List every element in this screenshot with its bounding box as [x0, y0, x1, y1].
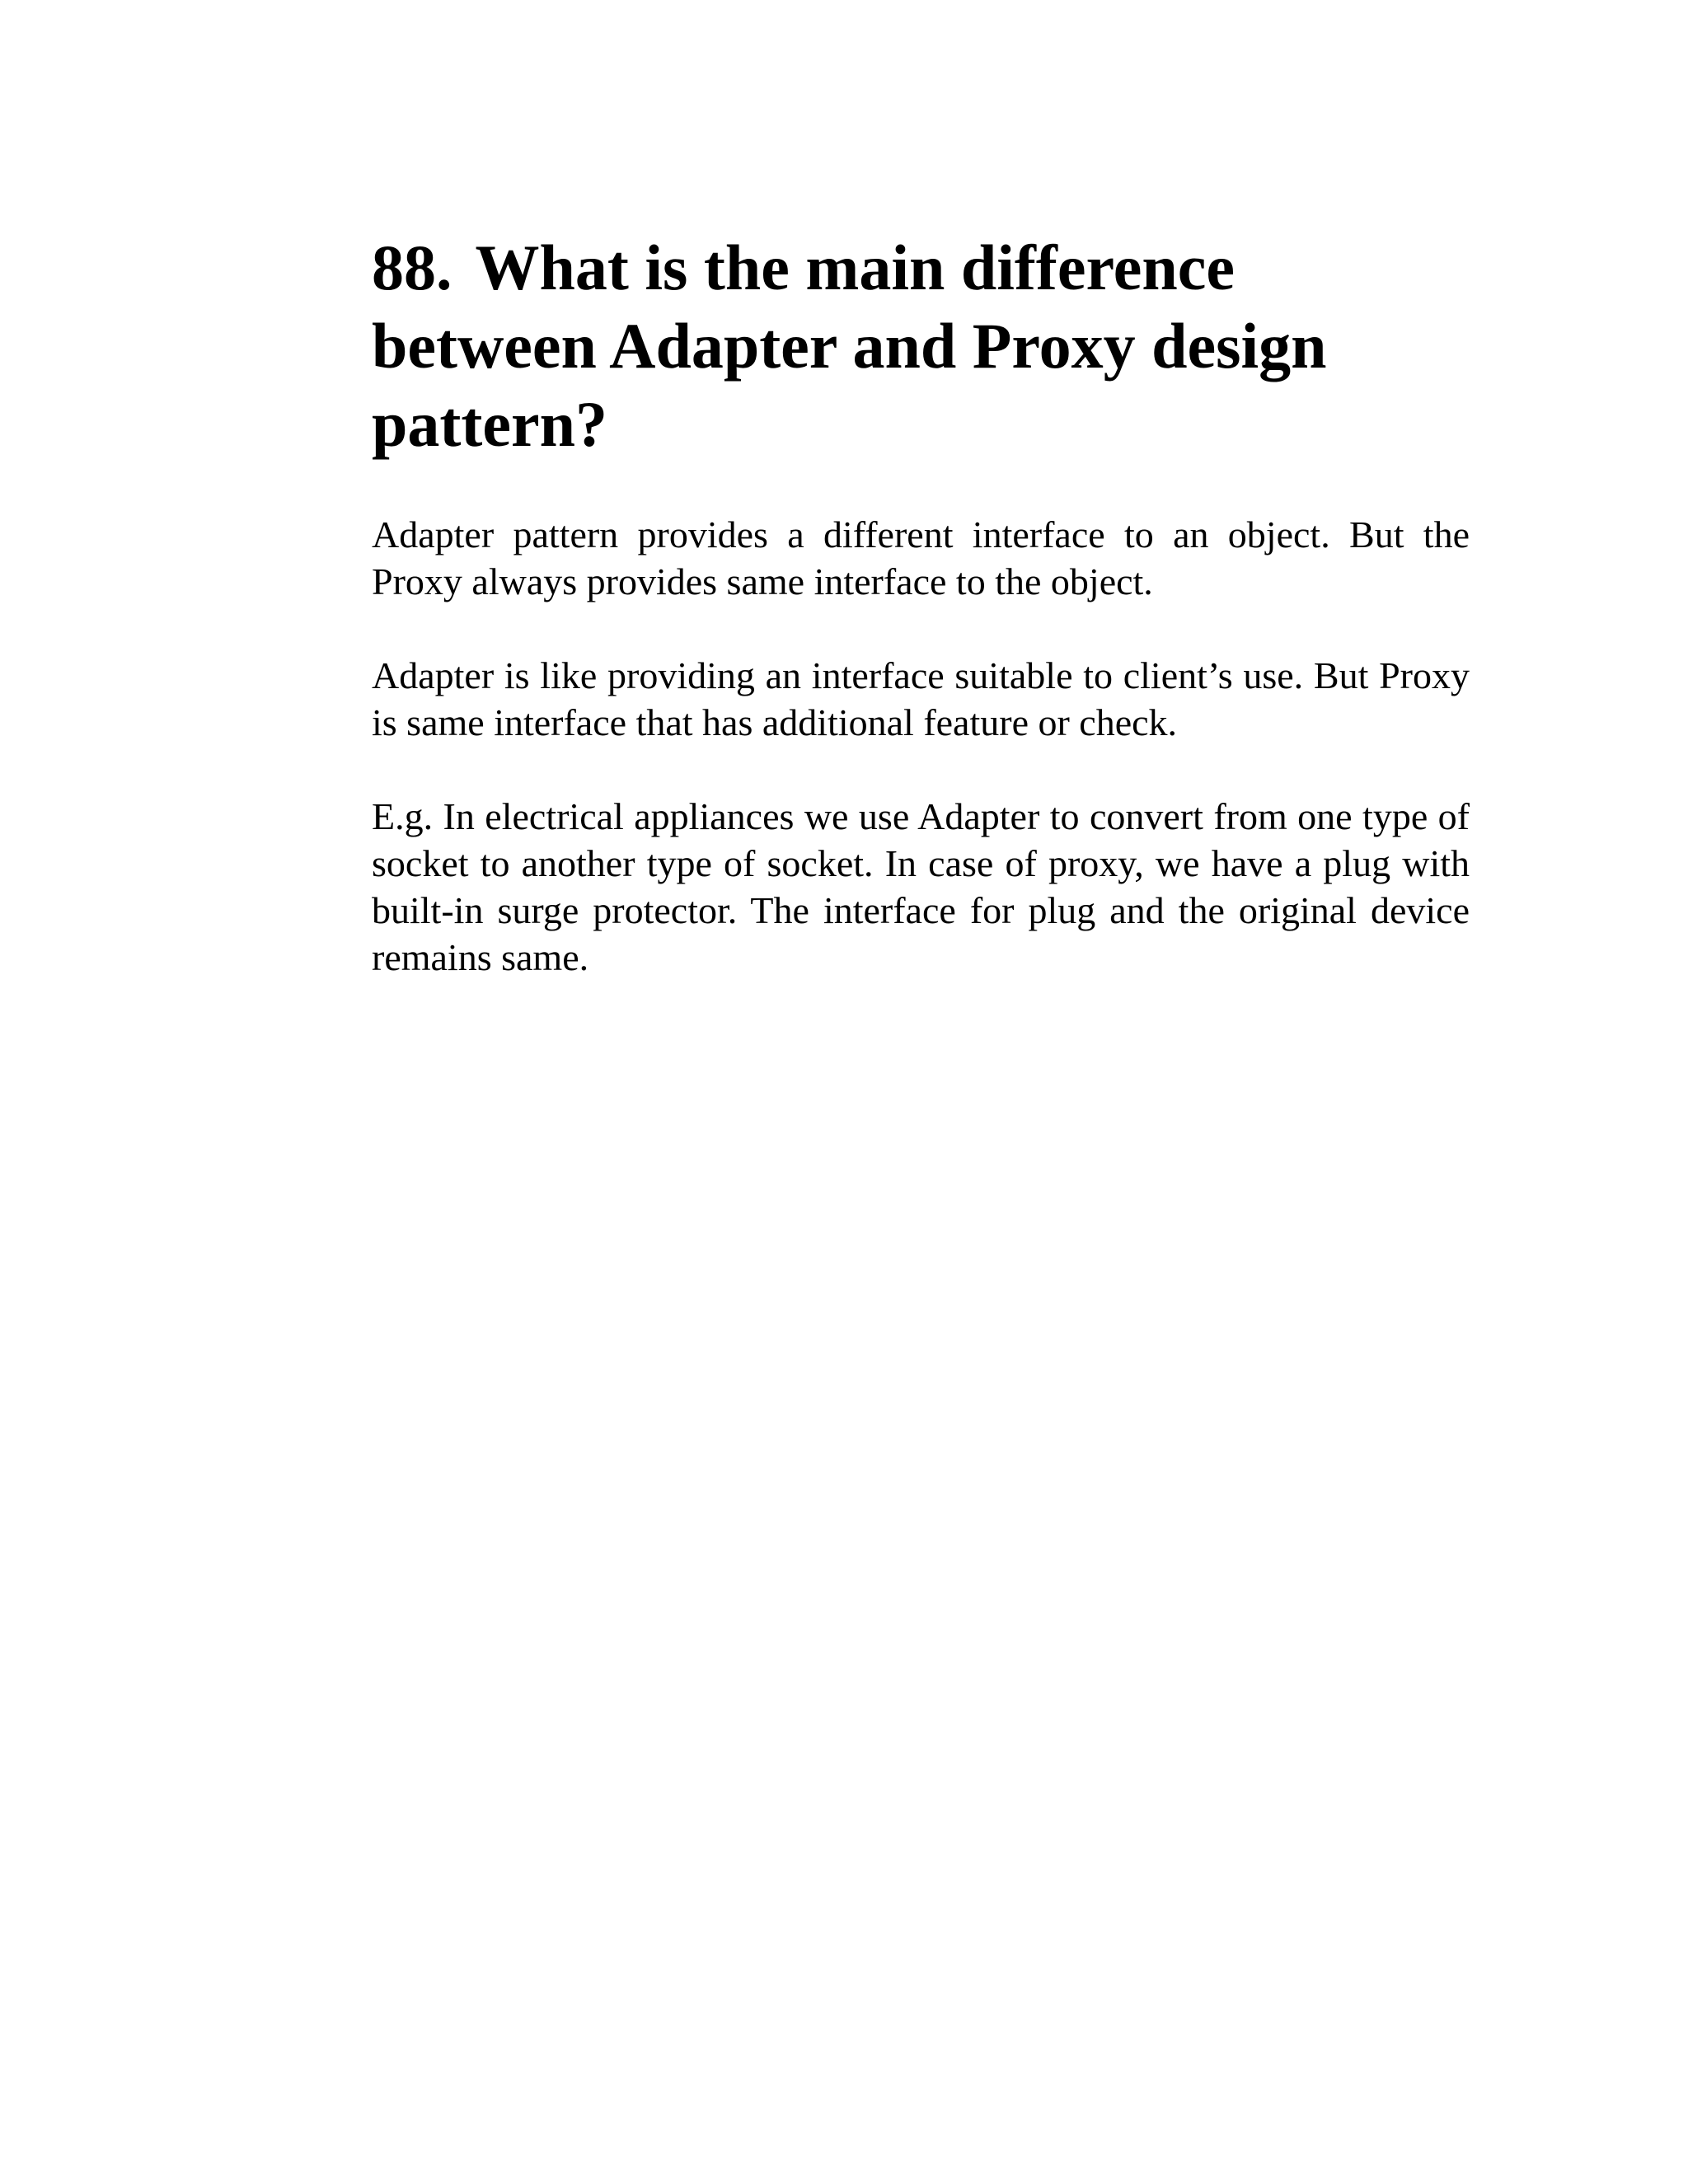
answer-paragraph-3: E.g. In electrical appliances we use Adapter to convert from one type of socket to another type of socket. In case of proxy, we have a plug with built-in surge protector. The interface for plug and the original device remains same.	[372, 795, 1470, 978]
answer-paragraph-1: Adapter pattern provides a different interface to an object. But the Proxy always provides same interface to the object.	[372, 513, 1470, 602]
question-heading	[372, 228, 1470, 463]
page-content	[372, 228, 1470, 981]
question-number: 88.	[372, 232, 452, 303]
question-title: What is the main difference between Adapter and Proxy design pattern?	[372, 232, 1327, 460]
answer-paragraph-2: Adapter is like providing an interface suitable to client’s use. But Proxy is same interface that has additional feature or check.	[372, 654, 1470, 743]
